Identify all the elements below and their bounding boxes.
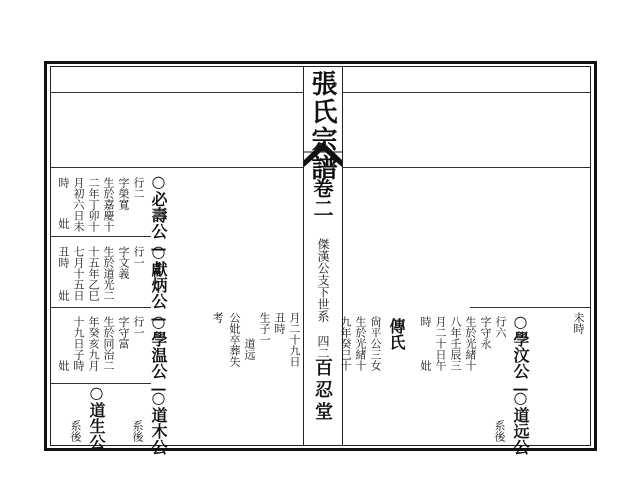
text-col: 考 <box>211 312 224 323</box>
text-col: 行二 <box>132 177 145 199</box>
hall-name: 百忍堂 <box>312 358 333 424</box>
text-col: 生於嘉慶十 <box>102 177 115 232</box>
text-col: 字文義 <box>117 246 130 279</box>
text-col: 九年癸巳十 <box>339 316 352 371</box>
text-col: 字守富 <box>117 316 130 349</box>
person-name-xuewen2: ○學汶公— <box>511 312 530 398</box>
note-daosheng: 系後 <box>69 420 82 442</box>
text-col: 生於光緒十 <box>464 316 477 371</box>
text-col: 月二十日午 <box>434 316 447 371</box>
text-col: 時 <box>57 177 70 188</box>
text-col: 八年壬辰三 <box>449 316 462 371</box>
text-col: 丑時 <box>273 312 286 334</box>
text-col: 尙平公三女 <box>369 316 382 371</box>
text-col: 公妣卒葬失 <box>228 312 241 367</box>
text-col: 妣 <box>57 360 70 371</box>
text-col: 七月十五日 <box>72 246 85 301</box>
text-col: 行一 <box>132 246 145 268</box>
volume-label: 卷二 <box>310 178 334 218</box>
text-col: 生於同治二 <box>102 316 115 371</box>
text-col: 行六 <box>494 316 507 338</box>
person-name-fushi: 傳氏 <box>387 318 406 350</box>
person-name-daomu: ○道木公 <box>149 388 168 455</box>
text-col: 生於光緒十 <box>354 316 367 371</box>
text-col: 十五年乙巳 <box>87 246 100 301</box>
text-col: 妣 <box>57 218 70 229</box>
text-col: 生子一 <box>258 312 271 345</box>
text-col: 道远 <box>243 338 256 360</box>
person-name-daosheng: ○道生公 <box>87 383 106 450</box>
text-col: 字榮寬 <box>117 177 130 210</box>
text-col: 妣 <box>419 360 432 371</box>
note-daomu: 系後 <box>131 420 144 442</box>
person-name-xianbing: ○獻炳公— <box>149 242 168 328</box>
text-col: 月初六日未 <box>72 177 85 232</box>
text-col: 妣 <box>57 290 70 301</box>
book-title: 張氏宗譜 <box>307 70 337 182</box>
person-name-bishou: ○必壽公— <box>149 172 168 258</box>
text-col: 未時 <box>572 312 585 334</box>
person-name-xuewen: ○學温公— <box>149 312 168 398</box>
note-daoyuan: 系後 <box>493 420 506 442</box>
text-col: 生於道光二 <box>102 246 115 301</box>
text-col: 年癸亥九月 <box>87 316 100 371</box>
section-label: 傑漢公支下世系 <box>316 238 330 322</box>
text-col: 二年丁卯十 <box>87 177 100 232</box>
text-col: 十九日子時 <box>72 316 85 371</box>
text-col: 行一 <box>132 316 145 338</box>
text-col: 丑時 <box>57 246 70 268</box>
text-col: 時 <box>419 316 432 327</box>
text-col: 字守永 <box>479 316 492 349</box>
page-number: 四二 <box>316 335 330 359</box>
text-col: 月二十九日 <box>288 312 301 367</box>
person-name-daoyuan: ○道远公 <box>511 388 530 455</box>
